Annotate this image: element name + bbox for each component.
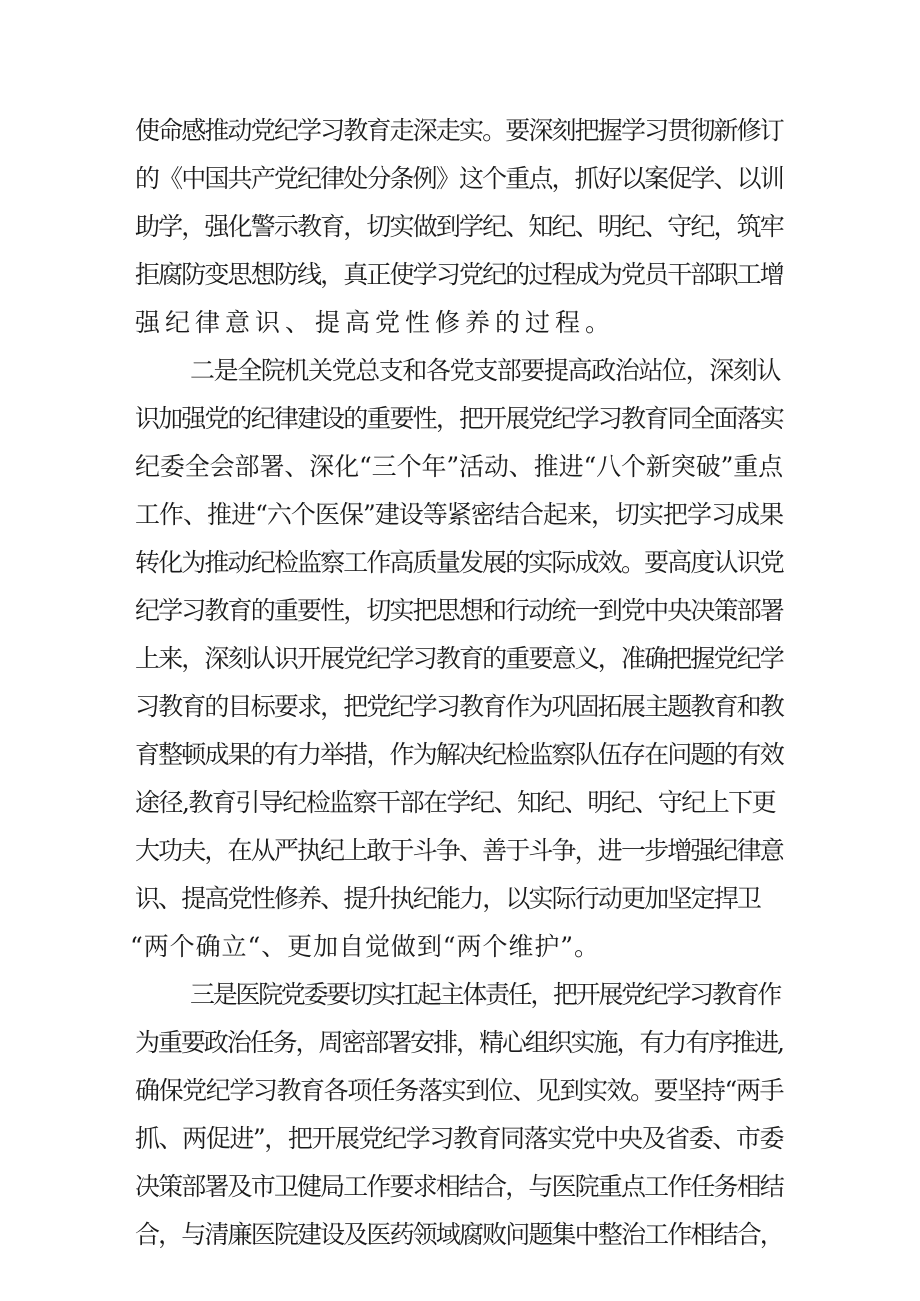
- text-line: 的《中国共产党纪律处分条例》这个重点，抓好以案促学、以训: [135, 164, 783, 193]
- text-line: 助学，强化警示教育，切实做到学纪、知纪、明纪、守纪，筑牢: [135, 212, 783, 241]
- text-line: “两个确立“、更加自觉做到“两个维护”。: [130, 932, 600, 961]
- text-line: 育整顿成果的有力举措，作为解决纪检监察队伍存在问题的有效: [135, 740, 783, 769]
- text-line: 强纪律意识、提高党性修养的过程。: [135, 308, 616, 337]
- text-line: 识加强党的纪律建设的重要性，把开展党纪学习教育同全面落实: [135, 404, 783, 433]
- text-line: 工作、推进“六个医保”建设等紧密结合起来，切实把学习成果: [135, 500, 784, 529]
- text-line: 转化为推动纪检监察工作高质量发展的实际成效。要高度认识党: [135, 548, 783, 577]
- text-line: 习教育的目标要求，把党纪学习教育作为巩固拓展主题教育和教: [135, 692, 783, 721]
- paragraph-first-line: 三是医院党委要切实扛起主体责任，把开展党纪学习教育作: [190, 980, 780, 1009]
- text-line: 合，与清廉医院建设及医药领域腐败问题集中整治工作相结合，: [135, 1220, 783, 1249]
- text-line: 识、提高党性修养、提升执纪能力，以实际行动更加坚定捍卫: [135, 884, 761, 913]
- text-line: 使命感推动党纪学习教育走深走实。要深刻把握学习贯彻新修订: [135, 116, 783, 145]
- text-line: 大功夫，在从严执纪上敢于斗争、善于斗争，进一步增强纪律意: [135, 836, 783, 865]
- text-line: 抓、两促进”，把开展党纪学习教育同落实党中央及省委、市委: [135, 1124, 784, 1153]
- text-line: 上来，深刻认识开展党纪学习教育的重要意义，准确把握党纪学: [135, 644, 783, 673]
- text-line: 纪委全会部署、深化“三个年”活动、推进“八个新突破”重点: [135, 452, 784, 481]
- paragraph-first-line: 二是全院机关党总支和各党支部要提高政治站位，深刻认: [190, 356, 781, 385]
- text-line: 拒腐防变思想防线，真正使学习党纪的过程成为党员干部职工增: [135, 260, 783, 289]
- text-line: 纪学习教育的重要性，切实把思想和行动统一到党中央决策部署: [135, 596, 783, 625]
- text-line: 途径,教育引导纪检监察干部在学纪、知纪、明纪、守纪上下更: [135, 788, 776, 817]
- text-line: 决策部署及市卫健局工作要求相结合，与医院重点工作任务相结: [135, 1172, 783, 1201]
- text-line: 确保党纪学习教育各项任务落实到位、见到实效。要坚持“两手: [135, 1076, 784, 1105]
- text-line: 为重要政治任务，周密部署安排，精心组织实施，有力有序推进,: [135, 1028, 783, 1057]
